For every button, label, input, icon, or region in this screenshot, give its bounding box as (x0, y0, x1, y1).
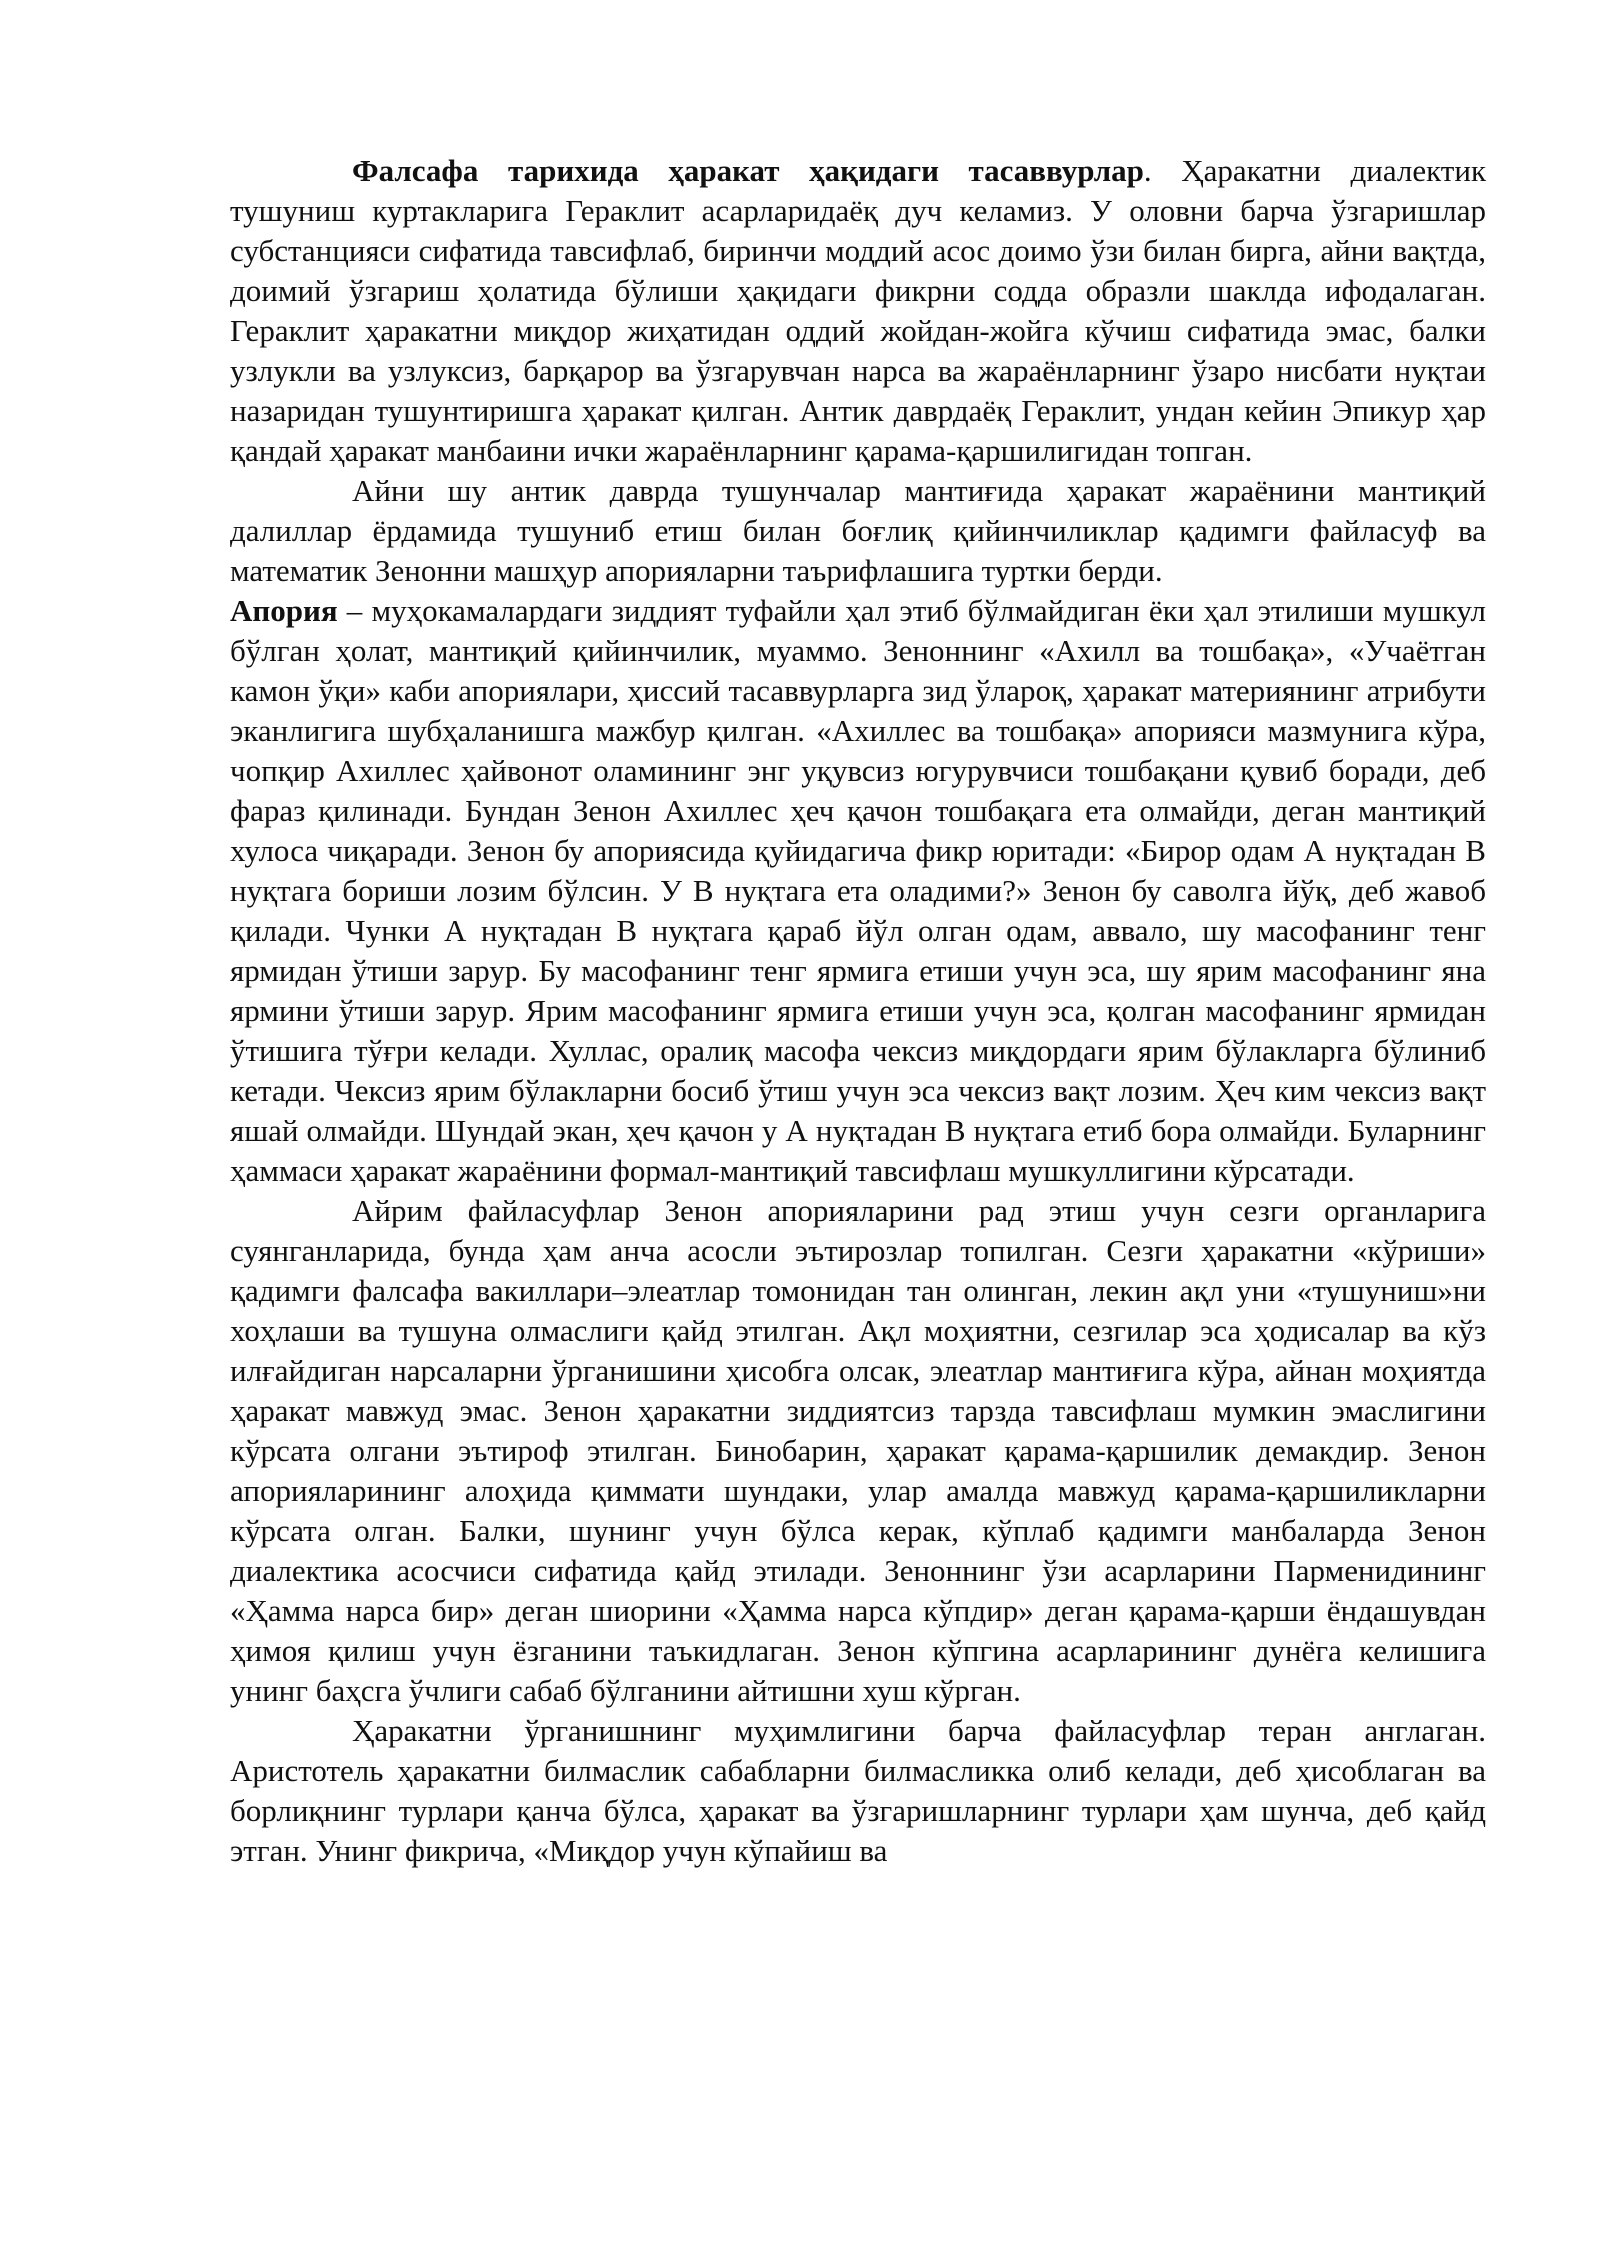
paragraph-1-heading: Фалсафа тарихида ҳаракат ҳақидаги тасаввурлар (352, 153, 1144, 188)
paragraph-5 (230, 1711, 1486, 1871)
paragraph-1 (230, 151, 1486, 471)
paragraph-4 (230, 1191, 1486, 1711)
paragraph-4-text: Айрим файласуфлар Зенон апорияларини рад этиш учун сезги органларига суянганларида, бунда ҳам анча асосли эътирозлар топилган. Сезги ҳаракатни «кўриши» қадимги фалсафа вакиллари–элеатлар томонидан тан олинган, лекин ақл уни «тушуниш»ни хоҳлаши ва тушуна олмаслиги қайд этилган. Ақл моҳиятни, сезгилар эса ҳодисалар ва кўз илғайдиган нарсаларни ўрганишини ҳисобга олсак, элеатлар мантиғига кўра, айнан моҳиятда ҳаракат мавжуд эмас. Зенон ҳаракатни зиддиятсиз тарзда тавсифлаш мумкин эмаслигини кўрсата олгани эътироф этилган. Бинобарин, ҳаракат қарама-қаршилик демакдир. Зенон апорияларининг алоҳида қиммати шундаки, улар амалда мавжуд қарама-қаршиликларни кўрсата олган. Балки, шунинг учун бўлса керак, кўплаб қадимги манбаларда Зенон диалектика асосчиси сифатида қайд этилади. Зеноннинг ўзи асарларини Парменидининг «Ҳамма нарса бир» деган шиорини «Ҳамма нарса кўпдир» деган қарама-қарши ёндашувдан ҳимоя қилиш учун ёзганини таъкидлаган. Зенон кўпгина асарларининг дунёга келишига унинг баҳсга ўчлиги сабаб бўлганини айтишни хуш кўрган. (230, 1193, 1486, 1708)
paragraph-3-text: – муҳокамалардаги зиддият туфайли ҳал этиб бўлмайдиган ёки ҳал этилиши мушкул бўлган ҳолат, мантиқий қийинчилик, муаммо. Зеноннинг «Ахилл ва тошбақа», «Учаётган камон ўқи» каби апориялари, ҳиссий тасаввурларга зид ўлароқ, ҳаракат материянинг атрибути эканлигига шубҳаланишга мажбур қилган. «Ахиллес ва тошбақа» апорияси мазмунига кўра, чопқир Ахиллес ҳайвонот оламининг энг уқувсиз югурувчиси тошбақани қувиб боради, деб фараз қилинади. Бундан Зенон Ахиллес ҳеч қачон тошбақага ета олмайди, деган мантиқий хулоса чиқаради. Зенон бу апориясида қуйидагича фикр юритади: «Бирор одам А нуқтадан В нуқтага бориши лозим бўлсин. У В нуқтага ета оладими?» Зенон бу саволга йўқ, деб жавоб қилади. Чунки А нуқтадан В нуқтага қараб йўл олган одам, аввало, шу масофанинг тенг ярмидан ўтиши зарур. Бу масофанинг тенг ярмига етиши учун эса, шу ярим масофанинг яна ярмини ўтиши зарур. Ярим масофанинг ярмига етиши учун эса, қолган масофанинг ярмидан ўтишига тўғри келади. Хуллас, оралиқ масофа чексиз миқдордаги ярим бўлакларга бўлиниб кетади. Чексиз ярим бўлакларни босиб ўтиш учун эса чексиз вақт лозим. Ҳеч ким чексиз вақт яшай олмайди. Шундай экан, ҳеч қачон у А нуқтадан В нуқтага етиб бора олмайди. Буларнинг ҳаммаси ҳаракат жараёнини формал-мантиқий тавсифлаш мушкуллигини кўрсатади. (230, 593, 1486, 1188)
document-body (230, 151, 1486, 1871)
paragraph-3-term: Апория (230, 593, 338, 628)
paragraph-3 (230, 591, 1486, 1191)
paragraph-5-text: Ҳаракатни ўрганишнинг муҳимлигини барча файласуфлар теран англаган. Аристотель ҳаракатни билмаслик сабабларни билмасликка олиб келади, деб ҳисоблаган ва борлиқнинг турлари қанча бўлса, ҳаракат ва ўзгаришларнинг турлари ҳам шунча, деб қайд этган. Унинг фикрича, «Миқдор учун кўпайиш ва (230, 1713, 1486, 1868)
paragraph-2 (230, 471, 1486, 591)
paragraph-1-text: . Ҳаракатни диалектик тушуниш куртакларига Гераклит асарларидаёқ дуч келамиз. У оловни барча ўзгаришлар субстанцияси сифатида тавсифлаб, биринчи моддий асос доимо ўзи билан бирга, айни вақтда, доимий ўзгариш ҳолатида бўлиши ҳақидаги фикрни содда образли шаклда ифодалаган. Гераклит ҳаракатни миқдор жиҳатидан оддий жойдан-жойга кўчиш сифатида эмас, балки узлукли ва узлуксиз, барқарор ва ўзгарувчан нарса ва жараёнларнинг ўзаро нисбати нуқтаи назаридан тушунтиришга ҳаракат қилган. Антик даврдаёқ Гераклит, ундан кейин Эпикур ҳар қандай ҳаракат манбаини ички жараёнларнинг қарама-қаршилигидан топган. (230, 153, 1486, 468)
paragraph-2-text: Айни шу антик даврда тушунчалар мантиғида ҳаракат жараёнини мантиқий далиллар ёрдамида тушуниб етиш билан боғлиқ қийинчиликлар қадимги файласуф ва математик Зенонни машҳур апорияларни таърифлашига туртки берди. (230, 473, 1486, 588)
